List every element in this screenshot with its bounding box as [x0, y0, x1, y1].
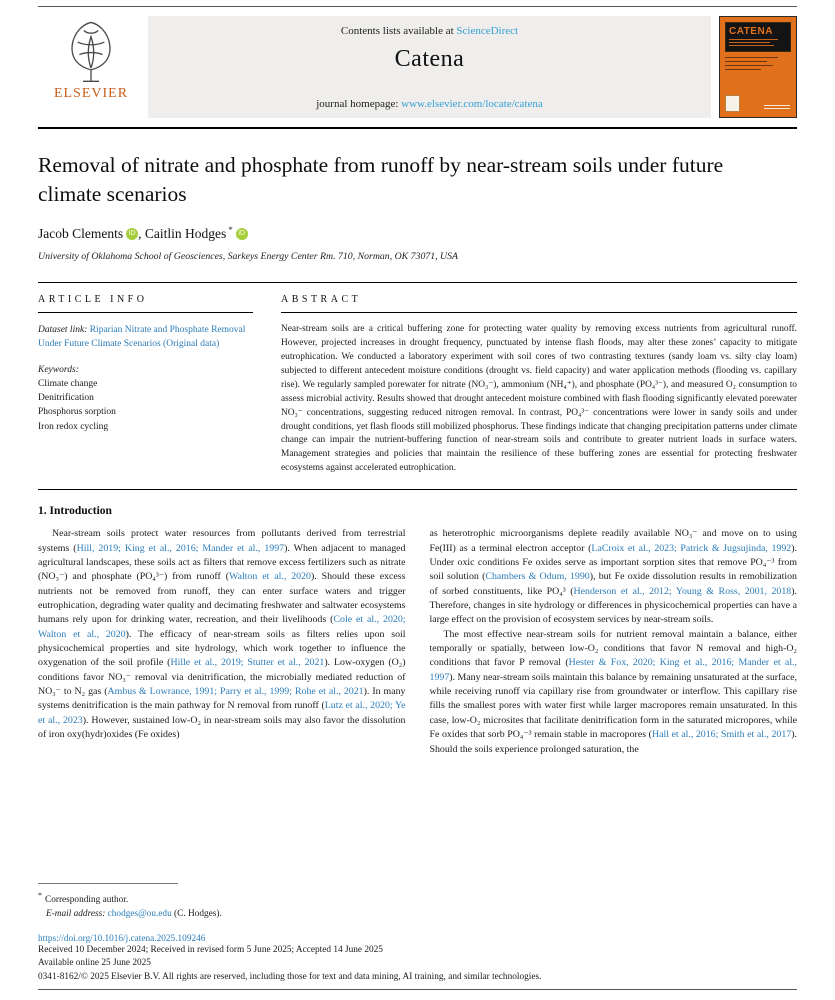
dataset-link-block: [38, 323, 253, 352]
keyword-item: Phosphorus sorption: [38, 407, 116, 418]
abstract-heading-rule: [281, 312, 797, 313]
citation-link[interactable]: Lutz et al., 2020; Ye et al., 2023: [38, 700, 406, 726]
article-info-heading: ARTICLE INFO: [38, 294, 148, 306]
body-text: ). When adjacent to managed agricultural landscapes, these soils act as filters that remove excess fertilizers such as nitrate (NO₃⁻) and phosphate (PO₄³⁻) from runoff (: [38, 542, 406, 583]
body-text: ). Low-oxygen (O₂) conditions favor NO₃⁻ removal via denitrification, the microbially mediated reduction of NO₃⁻ to N₂ gas (: [38, 657, 406, 698]
body-text: ). Many near-stream soils maintain this balance by remaining unsaturated at the surface, while receiving runoff via capillary rise from groundwater or interflow. This capillary rise fills the smallest pores with water first while larger macropores remain unsaturated. In this case, low-O₂ microsites that facilitate denitrification form in the saturated micropores, while Fe oxides that sorb PO₄⁻³ remain stable in macropores (: [429, 671, 797, 741]
corresponding-author-text: Corresponding author.: [45, 894, 129, 905]
elsevier-wordmark: ELSEVIER: [53, 86, 129, 101]
intro-paragraph: [38, 527, 406, 742]
doi-link[interactable]: https://doi.org/10.1016/j.catena.2025.109246: [38, 933, 206, 944]
body-text: ). Under oxic conditions Fe oxides serve as important sorption sites that remove PO₄⁻³ from soil solution (: [429, 542, 797, 583]
citation-link[interactable]: Chambers & Odum, 1990: [485, 571, 590, 583]
abstract-text: Near-stream soils are a critical buffering zone for protecting water quality by removing excess nutrients from agricultural runoff. However, projected increases in drought frequency, punctuated by intense flash floods, may alter these zones’ capacity to mitigate eutrophication. We conducted a laboratory experiment with soil cores of two contrasting textures (sandy loam vs. silty clay loam) subjected to different antecedent moisture conditions (drought vs. field capacity) and water application methods (flooding vs. capillary rise). We regularly sampled porewater for nitrate (NO₃⁻), ammonium (NH₄⁺), and phosphate (PO₄³⁻), and measured O₂ consumption to assess microbial activity. Results showed that drought antecedent moisture combined with flash flooding significantly elevated porewater NO₃⁻ concentrations, suggesting reduced nitrogen removal. In contrast, PO₄³⁻ concentrations were lower in sandy soils and under drought conditions, yet flash floods still mobilized phosphorus. These findings indicate that changing precipitation patterns under climate change can impair the nutrient-buffering function of near-stream soils and contribute to greater nutrient loads in surface waters. Management strategies and policies that maintain the resilience of these buffering zones are essential for protecting freshwater ecosystems against accelerated eutrophication.: [281, 324, 797, 474]
header-divider: [38, 127, 797, 129]
body-text: Near-stream soils protect water resources from pollutants derived from terrestrial systems (: [38, 528, 406, 554]
citation-link[interactable]: LaCroix et al., 2023; Patrick & Jugsujinda, 1992: [591, 542, 792, 554]
citation-link[interactable]: Hester & Fox, 2020; King et al., 2016; Mander et al., 1997: [429, 657, 797, 683]
citation-link[interactable]: Hill, 2019; King et al., 2016; Mander et al., 1997: [76, 542, 285, 554]
corresponding-author-line: [38, 890, 797, 908]
orcid-icon[interactable]: iD: [126, 228, 138, 240]
corresponding-author-marker: *: [228, 225, 233, 236]
cover-elsevier-mark: [725, 95, 740, 112]
author-caitlin-hodges[interactable]: Caitlin Hodges: [144, 226, 227, 242]
corresponding-author-note: [38, 890, 797, 922]
author-separator: ,: [138, 226, 145, 242]
email-line: [38, 908, 797, 922]
contents-prefix: Contents lists available at: [340, 25, 457, 37]
homepage-line: [316, 98, 543, 110]
body-column-right: [430, 527, 798, 757]
body-text: ). However, sustained low-O₂ in near-stream soils may also favor the dissolution of iron oxy(hydr)oxides (Fe oxides): [38, 714, 406, 741]
article-info-column: [38, 294, 253, 476]
keywords-block: [38, 363, 253, 434]
citation-link[interactable]: Walton et al., 2020: [229, 571, 311, 583]
introduction-section: [38, 505, 797, 757]
body-text: as heterotrophic microorganisms deplete readily available NO₃⁻ and move on to using Fe(III) as a terminal electron acceptor (: [429, 528, 797, 554]
body-text: ), but Fe oxide dissolution results in remobilization of sorbed constituents, like PO₄³ (: [429, 571, 797, 597]
available-online: Available online 25 June 2025: [38, 958, 151, 969]
intro-paragraph: [430, 628, 798, 757]
citation-link[interactable]: Hille et al., 2019; Stutter et al., 2021: [170, 657, 325, 669]
body-text: ). In many systems denitrification is the main pathway for N removal from runoff (: [38, 686, 406, 712]
contents-line: [341, 25, 518, 37]
page-footer: [38, 879, 797, 990]
body-text: ). Should the soils experience prolonged saturation, the: [429, 729, 797, 755]
email-label: E-mail address:: [46, 908, 108, 919]
elsevier-logo[interactable]: [38, 16, 144, 118]
sciencedirect-link[interactable]: ScienceDirect: [456, 25, 519, 37]
keyword-item: Denitrification: [38, 393, 94, 404]
bottom-rule: [38, 989, 797, 990]
footnote-marker: *: [38, 890, 42, 900]
citation-link[interactable]: Henderson et al., 2012; Young & Ross, 2001, 2018: [573, 585, 792, 597]
copyright-line: 0341-8162/© 2025 Elsevier B.V. All rights are reserved, including those for text and data mining, AI training, and similar technologies.: [38, 971, 542, 982]
keywords-label: Keywords:: [38, 364, 79, 375]
cover-decor-lines: [725, 57, 791, 70]
abstract-heading: ABSTRACT: [281, 294, 362, 306]
author-jacob-clements[interactable]: Jacob Clements: [38, 226, 124, 242]
body-text: The most effective near-stream soils for nutrient removal maintain a balance, either temporally or spatially, between low-O₂ conditions that favor N removal and high-O₂ conditions that favor P removal (: [429, 628, 797, 669]
journal-banner: [148, 16, 711, 118]
received-dates: Received 10 December 2024; Received in revised form 5 June 2025; Accepted 14 June 2025: [38, 944, 383, 955]
body-text: ). Should these excess nutrients not be removed from runoff, they can enter surface waters and trigger eutrophication, degrading water quality and decimating freshwater and saltwater ecosystems humans rely upon for drinking water, recreation, and their livelihoods (: [38, 571, 406, 626]
journal-cover-title: CATENA: [729, 26, 773, 37]
body-text: ). Therefore, changes in site hydrology or differences in physicochemical properties can have a large effect on the provision of ecosystem services by near-stream soils.: [429, 585, 797, 626]
top-rule: [38, 6, 797, 7]
email-link[interactable]: chodges@ou.edu: [107, 908, 172, 919]
info-section-bottom-rule: [38, 489, 797, 490]
cover-decor-bar: [729, 42, 770, 43]
doi-line: [38, 934, 797, 944]
author-line: [38, 225, 797, 242]
article-info-heading-rule: [38, 312, 253, 313]
email-tail: (C. Hodges).: [171, 908, 222, 919]
info-abstract-section: [38, 283, 797, 476]
dataset-link[interactable]: Riparian Nitrate and Phosphate Removal Under Future Climate Scenarios (Original data): [38, 325, 246, 350]
citation-link[interactable]: Cole et al., 2020; Walton et al., 2020: [38, 614, 406, 640]
journal-cover-banner: [725, 22, 791, 52]
cover-decor-bar: [729, 39, 778, 40]
citation-link[interactable]: Ambus & Lowrance, 1991; Parry et al., 1999; Rohe et al., 2021: [107, 686, 364, 698]
dataset-link-label: Dataset link:: [38, 325, 90, 336]
article-title: Removal of nitrate and phosphate from runoff by near-stream soils under future climate scenarios: [38, 153, 724, 206]
introduction-heading: 1. Introduction: [38, 505, 112, 518]
orcid-icon[interactable]: iD: [236, 228, 248, 240]
body-text: ). The efficacy of near-stream soils as filters relies upon soil physicochemical properties and site hydrology, which work together to influence the oxygenation of the soil profile (: [38, 628, 406, 669]
citation-link[interactable]: Hall et al., 2016; Smith et al., 2017: [651, 729, 792, 741]
intro-paragraph-continued: [430, 527, 798, 628]
page-main: [38, 6, 797, 879]
homepage-prefix: journal homepage:: [316, 98, 402, 110]
journal-header: [38, 16, 797, 118]
cover-text-mark: [764, 103, 790, 109]
elsevier-tree-icon: [61, 18, 121, 84]
journal-cover[interactable]: [719, 16, 797, 118]
footnote-divider: [38, 883, 178, 884]
journal-homepage-link[interactable]: www.elsevier.com/locate/catena: [401, 98, 543, 110]
body-columns: [38, 527, 797, 757]
keywords-list: [38, 377, 253, 434]
cover-decor-bar: [729, 45, 774, 46]
journal-name: Catena: [394, 46, 465, 72]
keyword-item: Climate change: [38, 378, 98, 389]
affiliation: University of Oklahoma School of Geosciences, Sarkeys Energy Center Rm. 710, Norman, OK 73071, USA: [38, 251, 459, 263]
body-column-left: [38, 527, 406, 757]
keyword-item: Iron redox cycling: [38, 421, 109, 432]
abstract-column: [281, 294, 797, 476]
